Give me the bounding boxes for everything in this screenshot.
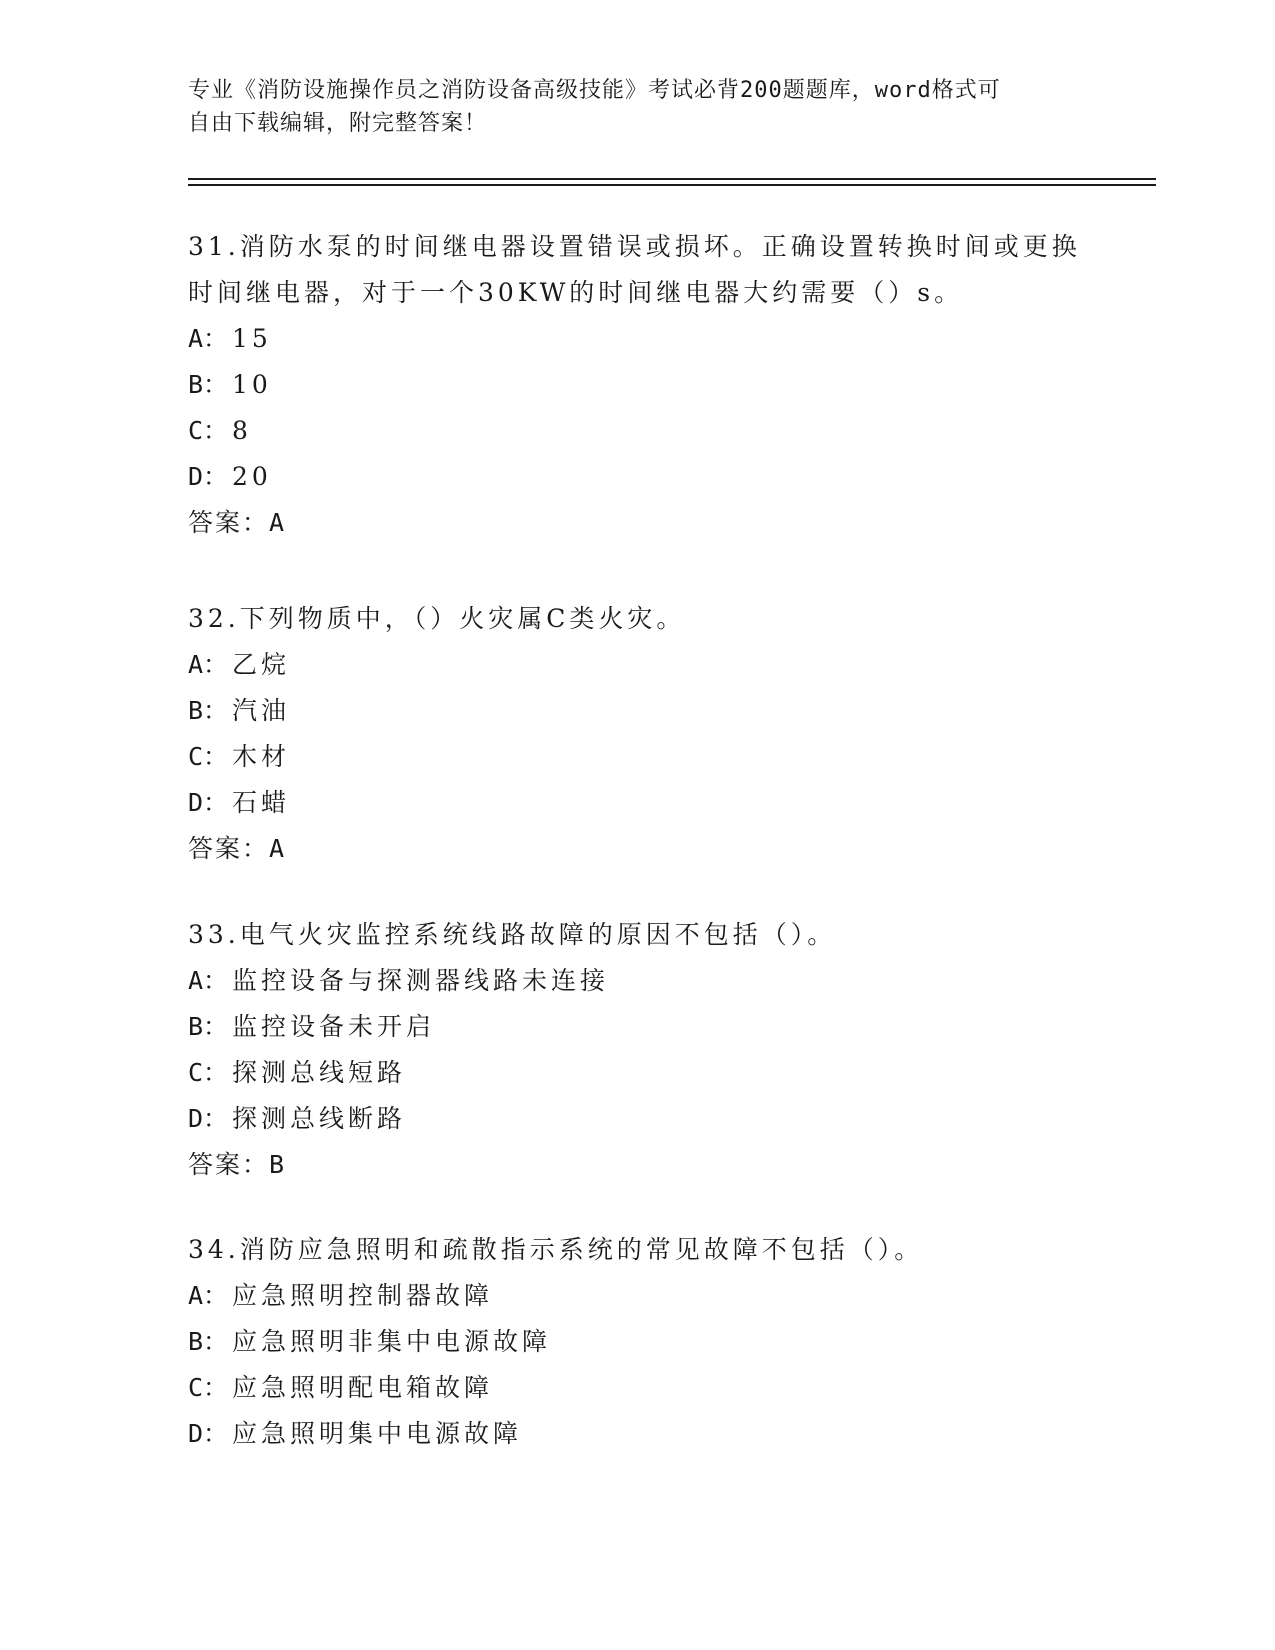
- option-d: [188, 1411, 1088, 1457]
- option-text: 8: [232, 416, 252, 445]
- question-33: [188, 912, 1088, 1188]
- option-key: B：: [188, 696, 229, 725]
- question-stem-line: 32.下列物质中，（）火灾属C类火灾。: [188, 604, 686, 633]
- option-text: 15: [232, 324, 272, 353]
- question-stem-line: 33.电气火灾监控系统线路故障的原因不包括（）。: [188, 920, 837, 949]
- option-text: 石蜡: [232, 788, 291, 817]
- option-key: D：: [188, 1104, 229, 1133]
- option-key: A：: [188, 650, 229, 679]
- answer-line: [188, 826, 1088, 872]
- option-text: 10: [232, 370, 272, 399]
- option-a: [188, 1273, 1088, 1319]
- option-text: 20: [232, 462, 272, 491]
- option-text: 应急照明控制器故障: [232, 1281, 494, 1310]
- option-a: [188, 958, 1088, 1004]
- option-key: D：: [188, 1419, 229, 1448]
- option-c: [188, 734, 1088, 780]
- option-text: 探测总线短路: [232, 1058, 407, 1087]
- option-text: 监控设备与探测器线路未连接: [232, 966, 610, 995]
- option-key: B：: [188, 370, 229, 399]
- question-32: [188, 596, 1088, 872]
- header-line-2: 自由下载编辑，附完整答案！: [188, 111, 488, 136]
- answer-value: A: [269, 834, 285, 863]
- option-b: [188, 1319, 1088, 1365]
- option-b: [188, 1004, 1088, 1050]
- option-text: 应急照明集中电源故障: [232, 1419, 523, 1448]
- option-text: 应急照明非集中电源故障: [232, 1327, 552, 1356]
- option-d: [188, 780, 1088, 826]
- option-b: [188, 688, 1088, 734]
- option-key: C：: [188, 1058, 229, 1087]
- option-a: [188, 316, 1088, 362]
- option-text: 木材: [232, 742, 291, 771]
- option-key: B：: [188, 1012, 229, 1041]
- option-c: [188, 408, 1088, 454]
- question-31: [188, 224, 1088, 546]
- question-stem-line: 时间继电器，对于一个30KW的时间继电器大约需要（）s。: [188, 278, 964, 307]
- option-key: D：: [188, 462, 229, 491]
- option-key: C：: [188, 1373, 229, 1402]
- option-key: A：: [188, 324, 229, 353]
- answer-label: 答案：: [188, 1150, 270, 1179]
- option-text: 监控设备未开启: [232, 1012, 436, 1041]
- answer-line: [188, 1142, 1088, 1188]
- option-key: A：: [188, 1281, 229, 1310]
- header-divider-bottom: [188, 184, 1156, 186]
- answer-value: A: [269, 508, 285, 537]
- option-text: 应急照明配电箱故障: [232, 1373, 494, 1402]
- option-d: [188, 1096, 1088, 1142]
- header-divider-top: [188, 178, 1156, 180]
- document-header: [188, 74, 1088, 140]
- option-key: D：: [188, 788, 229, 817]
- question-stem-line: 34.消防应急照明和疏散指示系统的常见故障不包括（）。: [188, 1235, 924, 1264]
- question-34: [188, 1227, 1088, 1457]
- option-c: [188, 1365, 1088, 1411]
- option-key: B：: [188, 1327, 229, 1356]
- option-text: 乙烷: [232, 650, 291, 679]
- option-key: C：: [188, 742, 229, 771]
- option-c: [188, 1050, 1088, 1096]
- option-d: [188, 454, 1088, 500]
- option-b: [188, 362, 1088, 408]
- question-stem-line: 31.消防水泵的时间继电器设置错误或损坏。正确设置转换时间或更换: [188, 232, 1081, 261]
- option-text: 探测总线断路: [232, 1104, 407, 1133]
- answer-line: [188, 500, 1088, 546]
- answer-value: B: [269, 1150, 285, 1179]
- option-key: A：: [188, 966, 229, 995]
- header-line-1: 专业《消防设施操作员之消防设备高级技能》考试必背200题题库，word格式可: [188, 78, 1001, 103]
- option-a: [188, 642, 1088, 688]
- option-text: 汽油: [232, 696, 291, 725]
- answer-label: 答案：: [188, 834, 270, 863]
- option-key: C：: [188, 416, 229, 445]
- answer-label: 答案：: [188, 508, 270, 537]
